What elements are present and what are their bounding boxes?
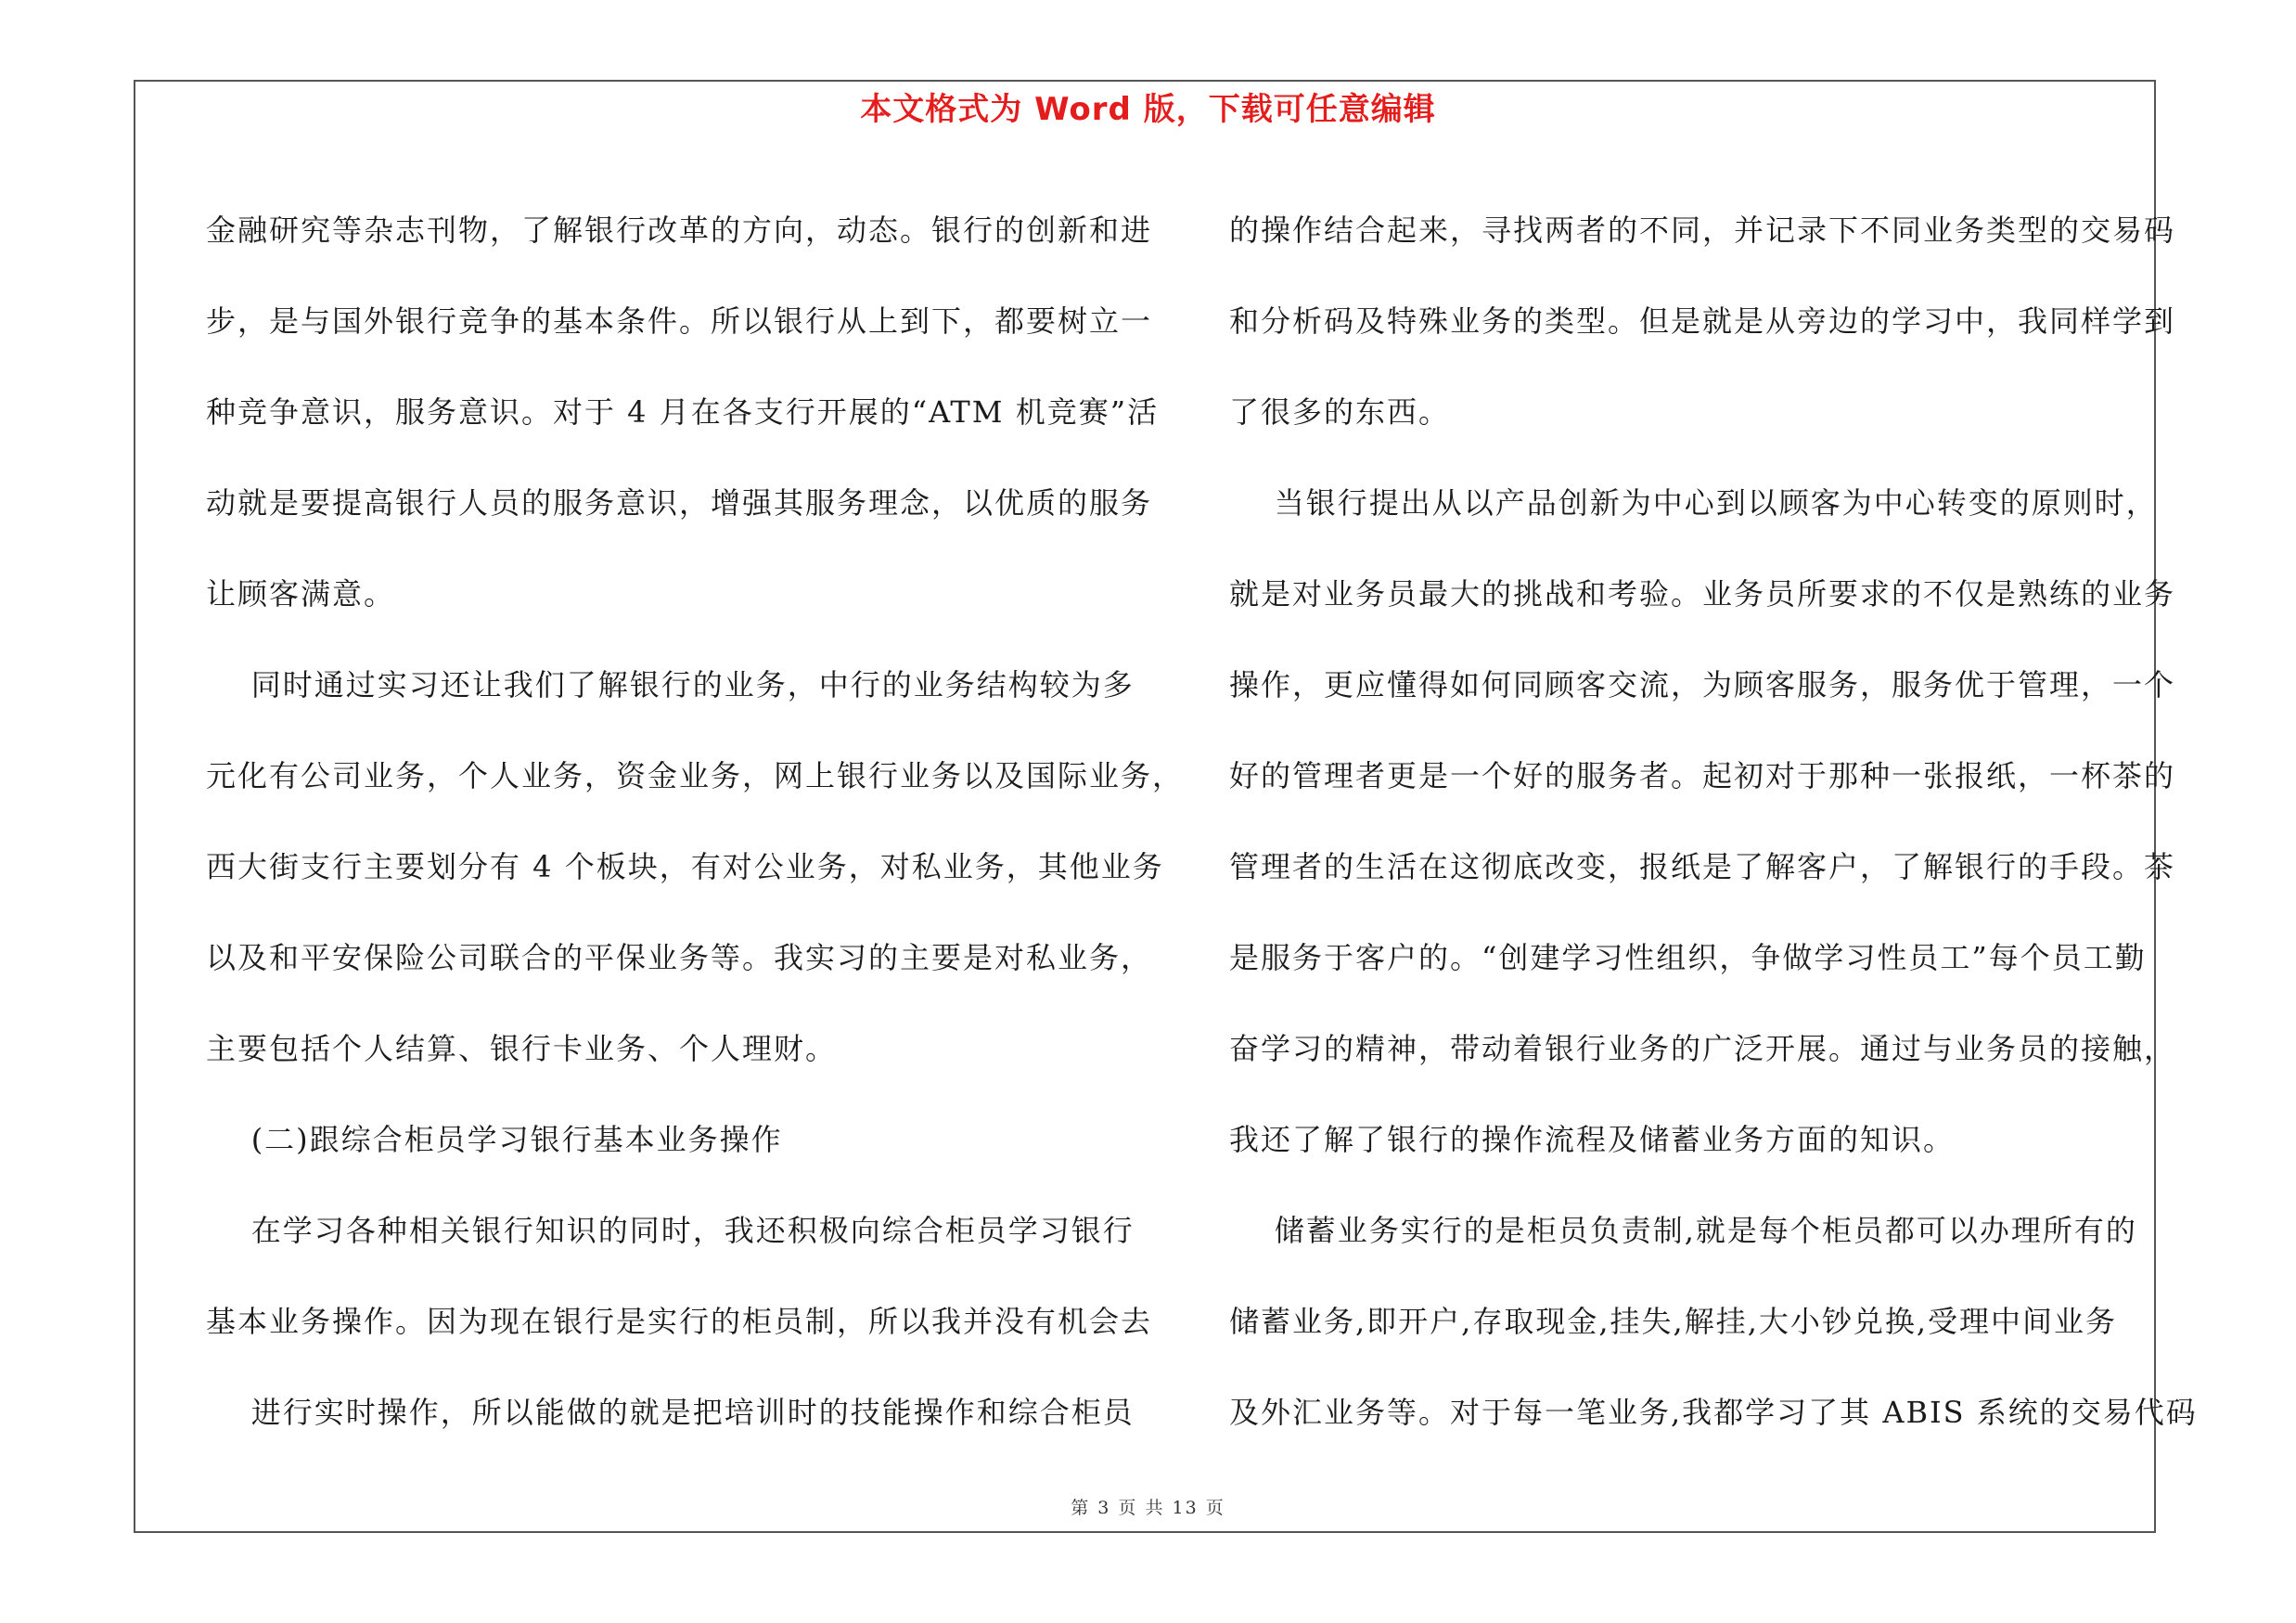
right-text-column bbox=[1229, 185, 2198, 1458]
section-heading: (二)跟综合柜员学习银行基本业务操作 bbox=[206, 1122, 783, 1157]
text-line: 让顾客满意。 bbox=[206, 576, 396, 612]
text-line: 及外汇业务等。对于每一笔业务,我都学习了其 ABIS 系统的交易代码 bbox=[1229, 1395, 2198, 1430]
text-line: 是服务于客户的。“创建学习性组织，争做学习性员工”每个员工勤 bbox=[1229, 940, 2147, 975]
text-line: 和分析码及特殊业务的类型。但是就是从旁边的学习中，我同样学到 bbox=[1229, 303, 2176, 339]
text-line: 储蓄业务实行的是柜员负责制,就是每个柜员都可以办理所有的 bbox=[1229, 1213, 2137, 1248]
text-line: 西大街支行主要划分有 4 个板块，有对公业务，对私业务，其他业务 bbox=[206, 849, 1164, 884]
text-line: 同时通过实习还让我们了解银行的业务，中行的业务结构较为多 bbox=[206, 667, 1135, 702]
text-line: 当银行提出从以产品创新为中心到以顾客为中心转变的原则时， bbox=[1229, 485, 2158, 521]
text-line: 我还了解了银行的操作流程及储蓄业务方面的知识。 bbox=[1229, 1122, 1956, 1157]
text-line: 储蓄业务,即开户,存取现金,挂失,解挂,大小钞兑换,受理中间业务 bbox=[1229, 1304, 2118, 1339]
text-line: 在学习各种相关银行知识的同时，我还积极向综合柜员学习银行 bbox=[206, 1213, 1135, 1248]
text-line: 金融研究等杂志刊物，了解银行改革的方向，动态。银行的创新和进 bbox=[206, 213, 1153, 248]
text-line: 元化有公司业务，个人业务，资金业务，网上银行业务以及国际业务， bbox=[206, 758, 1185, 793]
text-line: 管理者的生活在这彻底改变，报纸是了解客户，了解银行的手段。茶 bbox=[1229, 849, 2176, 884]
text-line: 主要包括个人结算、银行卡业务、个人理财。 bbox=[206, 1031, 838, 1066]
text-line: 了很多的东西。 bbox=[1229, 394, 1451, 430]
text-line: 动就是要提高银行人员的服务意识，增强其服务理念，以优质的服务 bbox=[206, 485, 1153, 521]
left-text-column bbox=[206, 185, 1185, 1458]
text-line: 操作，更应懂得如何同顾客交流，为顾客服务，服务优于管理，一个 bbox=[1229, 667, 2176, 702]
text-line: 种竞争意识，服务意识。对于 4 月在各支行开展的“ATM 机竞赛”活 bbox=[206, 394, 1160, 430]
text-line: 的操作结合起来，寻找两者的不同，并记录下不同业务类型的交易码 bbox=[1229, 213, 2176, 248]
page-number-footer: 第 3 页 共 13 页 bbox=[1071, 1498, 1225, 1518]
text-line: 进行实时操作，所以能做的就是把培训时的技能操作和综合柜员 bbox=[206, 1395, 1135, 1430]
text-line: 奋学习的精神，带动着银行业务的广泛开展。通过与业务员的接触， bbox=[1229, 1031, 2176, 1066]
text-line: 以及和平安保险公司联合的平保业务等。我实习的主要是对私业务， bbox=[206, 940, 1153, 975]
text-line: 好的管理者更是一个好的服务者。起初对于那种一张报纸，一杯茶的 bbox=[1229, 758, 2176, 793]
text-line: 就是对业务员最大的挑战和考验。业务员所要求的不仅是熟练的业务 bbox=[1229, 576, 2176, 612]
text-line: 基本业务操作。因为现在银行是实行的柜员制，所以我并没有机会去 bbox=[206, 1304, 1153, 1339]
text-line: 步，是与国外银行竞争的基本条件。所以银行从上到下，都要树立一 bbox=[206, 303, 1153, 339]
format-banner: 本文格式为 Word 版，下载可任意编辑 bbox=[860, 91, 1436, 128]
